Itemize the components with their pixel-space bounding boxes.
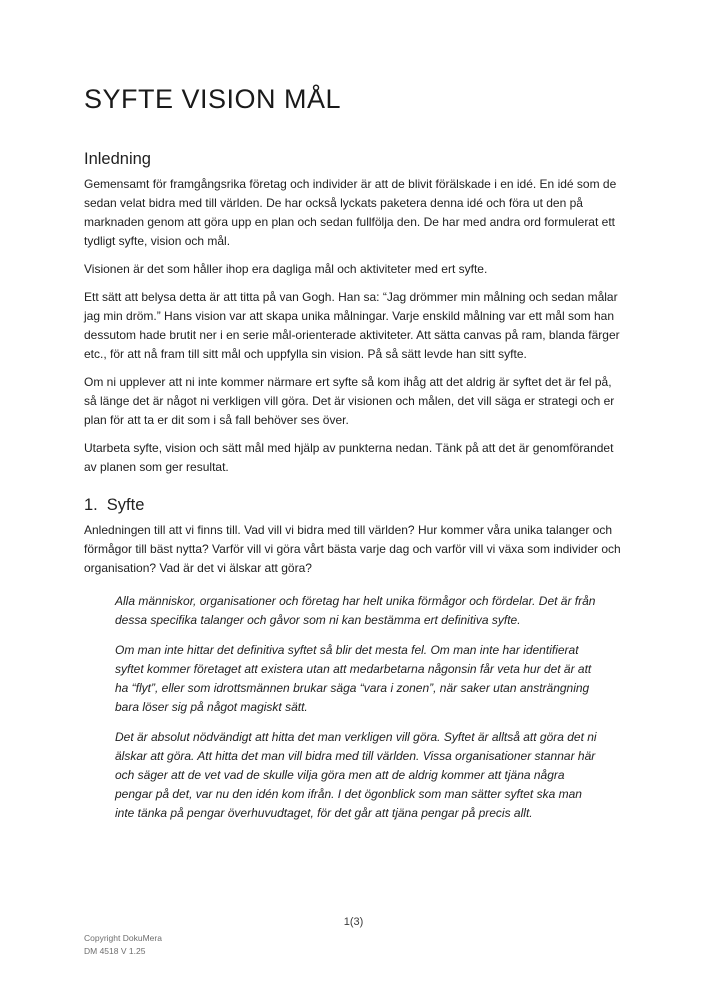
section-heading-syfte xyxy=(84,494,625,516)
paragraph-intro-2: Visionen är det som håller ihop era dagliga mål och aktiviteter med ert syfte. xyxy=(84,262,488,277)
quote-paragraph-1: Alla människor, organisationer och företag har helt unika förmågor och fördelar. Det är från dessa specifika talanger och gåvor som ni kan bestämma ert definitiva syfte. xyxy=(115,594,596,628)
page-footer xyxy=(0,916,707,956)
document-title: SYFTE VISION MÅL xyxy=(84,84,342,114)
paragraph-syfte-intro: Anledningen till att vi finns till. Vad vill vi bidra med till världen? Hur kommer våra unika talanger och förmågor till bäst nytta? Varför vill vi göra vårt bästa varje dag och varför vill vi växa som individer och organisation? Vad är det vi älskar att göra? xyxy=(84,523,621,576)
paragraph-intro-4: Om ni upplever att ni inte kommer närmare ert syfte så kom ihåg att det aldrig är syftet det är fel på, så länge det är något ni verkligen vill göra. Det är visionen och målen, det vill säga er strategi och er plan för att ta er dit som i så fall behöver ses över. xyxy=(84,375,615,428)
copyright-line: Copyright DokuMera xyxy=(84,933,162,943)
section-number: 1. xyxy=(84,496,98,515)
section-heading-inledning: Inledning xyxy=(84,150,151,169)
section-label: Syfte xyxy=(106,496,145,515)
paragraph-intro-3: Ett sätt att belysa detta är att titta på van Gogh. Han sa: “Jag drömmer min målning och sedan målar jag min dröm.” Hans vision var att skapa unika målningar. Varje enskild målning var ett mål som han dessutom hade brutit ner i en serie mål-orienterade aktiviteter. Att sätta canvas på ram, blanda färger etc., för att nå fram till sitt mål och uppfylla sin vision. På så sätt levde han sitt syfte. xyxy=(84,290,620,362)
page-number: 1(3) xyxy=(343,916,364,928)
indented-quote-block xyxy=(84,587,625,823)
paragraph-intro-1: Gemensamt för framgångsrika företag och individer är att de blivit förälskade i en idé. En idé som de sedan velat bidra med till världen. De har också lyckats paketera denna idé och föra ut den på marknaden genom att göra upp en plan och sedan fullfölja den. De har med andra ord formulerat ett tydligt syfte, vision och mål. xyxy=(84,177,617,249)
copyright-block xyxy=(84,932,162,957)
paragraph-intro-5: Utarbeta syfte, vision och sätt mål med hjälp av punkterna nedan. Tänk på att det är genomförandet av planen som ger resultat. xyxy=(84,441,614,475)
quote-paragraph-3: Det är absolut nödvändigt att hitta det man verkligen vill göra. Syftet är alltså att göra det ni älskar att göra. Att hitta det man vill bidra med till världen. Vissa organisationer stannar här och säger att de vet vad de skulle vilja göra men att de aldrig kommer att tjäna några pengar på det, var nu den idén kom ifrån. I det ögonblick som man sätter syftet ska man inte tänka på pengar överhuvudtaget, för det går att tjäna pengar på precis allt. xyxy=(115,730,597,821)
document-id-line: DM 4518 V 1.25 xyxy=(84,945,146,956)
quote-paragraph-2: Om man inte hittar det definitiva syftet så blir det mesta fel. Om man inte har identifierat syftet kommer företaget att existera utan att medarbetarna någonsin får veta hur det är att ha “flyt”, eller som idrottsmännen brukar säga “vara i zonen”, när saker utan ansträngning bara löser sig på något magiskt sätt. xyxy=(115,643,592,715)
